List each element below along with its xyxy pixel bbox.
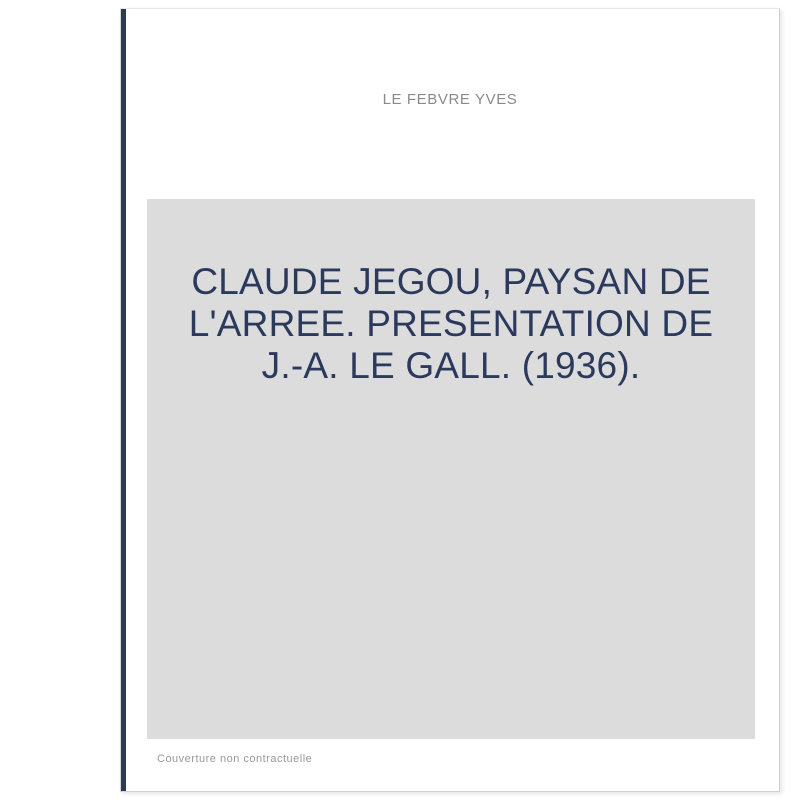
author-name: LE FEBVRE YVES (382, 91, 518, 108)
book-spine (121, 9, 126, 791)
book-title: CLAUDE JEGOU, PAYSAN DE L'ARREE. PRESENTATION DE J.-A. LE GALL. (1936). (188, 261, 714, 386)
cover-disclaimer: Couverture non contractuelle (157, 753, 313, 765)
title-panel (147, 199, 755, 739)
book-cover-sheet (120, 8, 780, 792)
